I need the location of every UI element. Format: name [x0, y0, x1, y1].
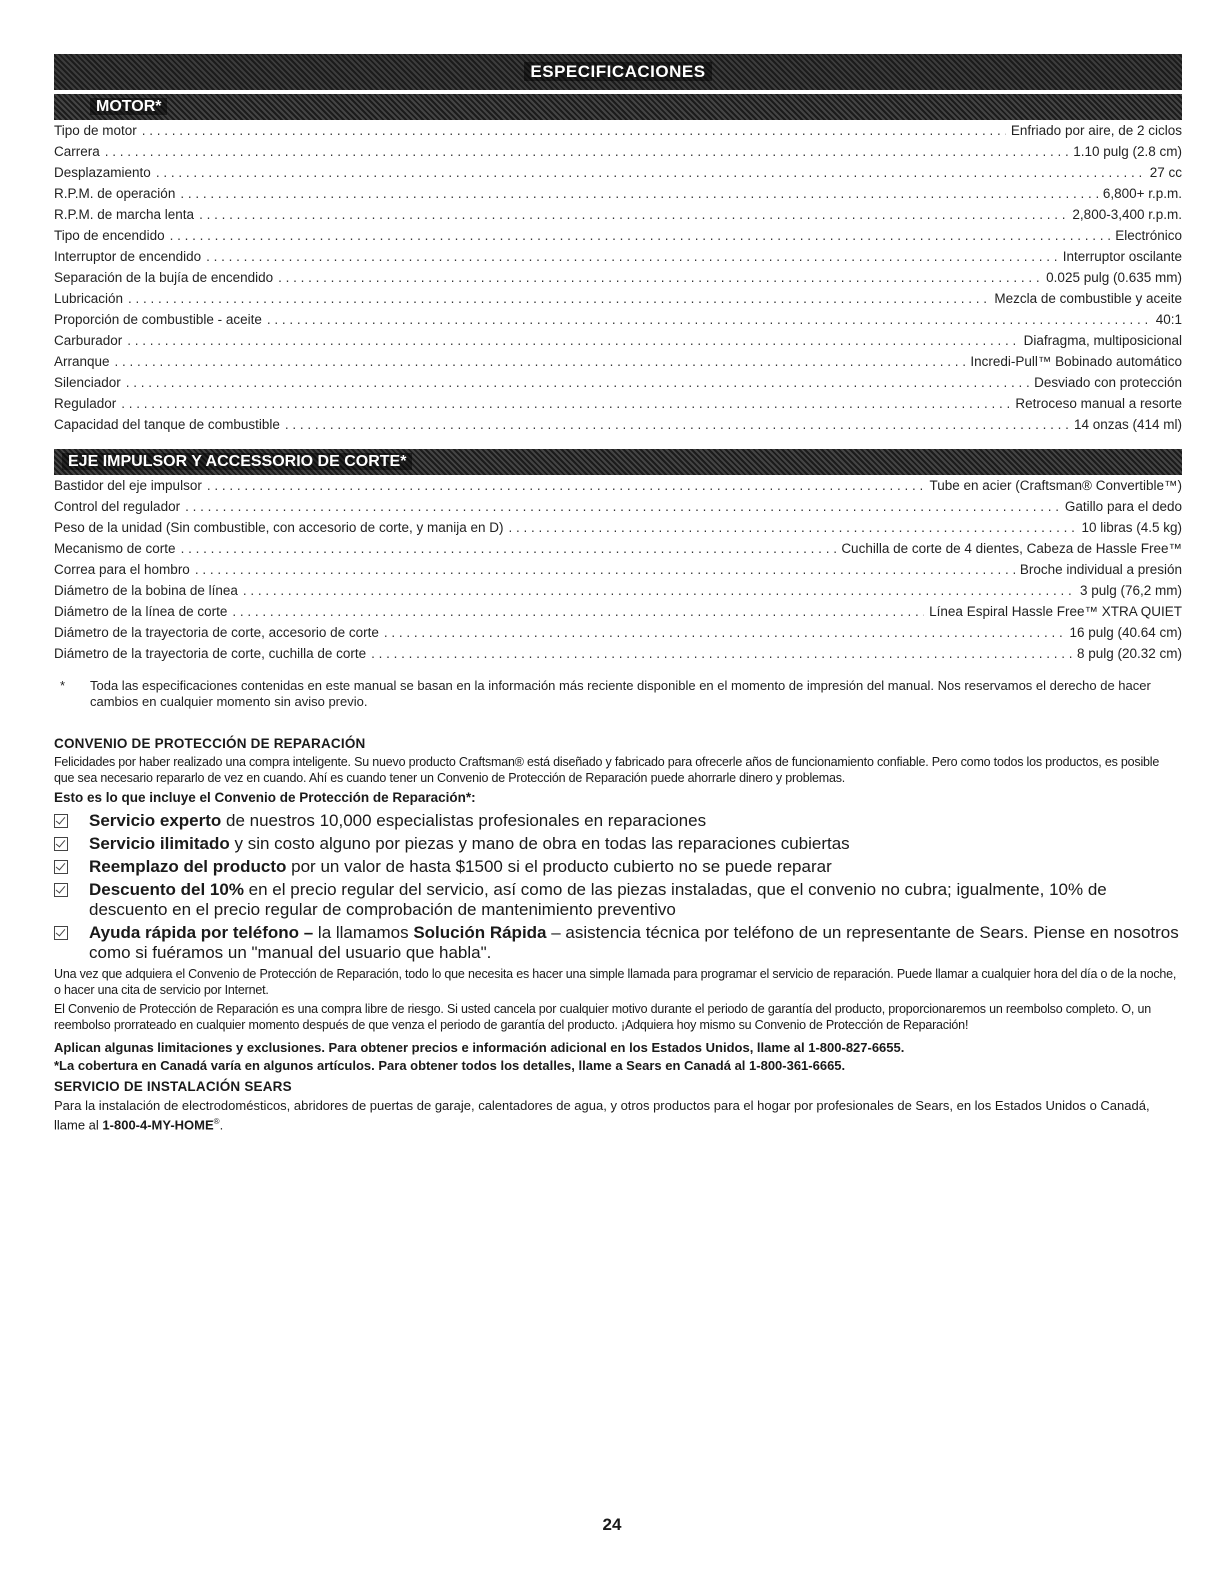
dot-leader: [185, 496, 1060, 517]
spec-row: [54, 225, 1182, 246]
spec-value: Enfriado por aire, de 2 ciclos: [1010, 123, 1182, 138]
motor-spec-list: [54, 120, 1182, 435]
footnote-text: Toda las especificaciones contenidas en este manual se basan en la información más reciente disponible en el momento de impresión del manual. Nos reservamos el derecho de hacer cambios en cualquier momento sin aviso previo.: [90, 678, 1151, 709]
spec-row: [54, 559, 1182, 580]
dot-leader: [285, 414, 1069, 435]
spec-label: Arranque: [54, 354, 110, 369]
footnote-mark: *: [60, 678, 66, 693]
drive-heading-bar: [54, 449, 1182, 475]
spec-label: R.P.M. de marcha lenta: [54, 207, 195, 222]
spec-label: Diámetro de la línea de corte: [54, 604, 228, 619]
spec-value: Retroceso manual a resorte: [1015, 396, 1182, 411]
benefit-bold: Servicio ilimitado: [89, 834, 230, 853]
dot-leader: [105, 141, 1068, 162]
page-number: 24: [602, 1515, 622, 1534]
spec-label: R.P.M. de operación: [54, 186, 176, 201]
specifications-title: ESPECIFICACIONES: [524, 62, 711, 81]
spec-value: Gatillo para el dedo: [1064, 499, 1182, 514]
benefit-bold-2: Solución Rápida: [413, 923, 547, 942]
spec-label: Diámetro de la trayectoria de corte, cuchilla de corte: [54, 646, 367, 661]
checkbox-icon: [54, 883, 68, 897]
spec-value: 8 pulg (20.32 cm): [1076, 646, 1182, 661]
checkbox-icon: [54, 860, 68, 874]
spec-label: Interruptor de encendido: [54, 249, 202, 264]
checkbox-icon: [54, 814, 68, 828]
spec-label: Mecanismo de corte: [54, 541, 176, 556]
benefit-bold: Ayuda rápida por teléfono –: [89, 923, 314, 942]
spec-row: [54, 580, 1182, 601]
spec-value: Desviado con protección: [1034, 375, 1182, 390]
dot-leader: [181, 538, 837, 559]
drive-spec-list: [54, 475, 1182, 664]
spec-row: [54, 496, 1182, 517]
spec-value: 14 onzas (414 ml): [1073, 417, 1182, 432]
manual-page: [54, 54, 1182, 1133]
dot-leader: [128, 288, 989, 309]
spec-row: [54, 538, 1182, 559]
spec-label: Control del regulador: [54, 499, 181, 514]
spec-value: Electrónico: [1115, 228, 1182, 243]
dot-leader: [126, 372, 1029, 393]
install-title: SERVICIO DE INSTALACIÓN SEARS: [54, 1079, 292, 1094]
spec-value: 6,800+ r.p.m.: [1102, 186, 1182, 201]
dot-leader: [232, 601, 924, 622]
dot-leader: [180, 183, 1097, 204]
spec-label: Proporción de combustible - aceite: [54, 312, 262, 327]
spec-value: Incredi-Pull™ Bobinado automático: [970, 354, 1182, 369]
protection-intro: Felicidades por haber realizado una compra inteligente. Su nuevo producto Craftsman® está diseñado y fabricado para ofrecerle años de funcionamiento confiable. Pero como todos los productos, es posible que sea necesario repararlo de vez en cuando. Ahí es cuando tener un Convenio de Protección de Reparación puede ahorrarle dinero y problemas.: [54, 755, 1160, 785]
spec-label: Regulador: [54, 396, 117, 411]
spec-label: Tipo de encendido: [54, 228, 165, 243]
spec-row: [54, 643, 1182, 664]
benefit-bold: Servicio experto: [89, 811, 222, 830]
spec-label: Tipo de motor: [54, 123, 137, 138]
checkbox-icon: [54, 926, 68, 940]
spec-row: [54, 309, 1182, 330]
dot-leader: [207, 475, 925, 496]
spec-label: Diámetro de la bobina de línea: [54, 583, 238, 598]
spec-row: [54, 414, 1182, 435]
benefits-list: [54, 811, 1182, 963]
spec-row: [54, 601, 1182, 622]
spec-row: [54, 204, 1182, 225]
checkbox-icon: [54, 837, 68, 851]
dot-leader: [206, 246, 1058, 267]
spec-value: 10 libras (4.5 kg): [1081, 520, 1182, 535]
install-text: [54, 1098, 1182, 1133]
install-body: Para la instalación de electrodomésticos, abridores de puertas de garaje, calentadores de agua, y otros productos para el hogar por profesionales de Sears, en los Estados Unidos o Canadá, llame al: [54, 1098, 1150, 1133]
spec-row: [54, 517, 1182, 538]
benefit-text: por un valor de hasta $1500 si el producto cubierto no se puede reparar: [286, 857, 832, 876]
spec-value: Línea Espiral Hassle Free™ XTRA QUIET: [929, 604, 1182, 619]
drive-heading: EJE IMPULSOR Y ACCESSORIO DE CORTE*: [62, 453, 412, 470]
spec-value: Tube en acier (Craftsman® Convertible™): [929, 478, 1182, 493]
spec-label: Separación de la bujía de encendido: [54, 270, 274, 285]
spec-label: Bastidor del eje impulsor: [54, 478, 202, 493]
spec-row: [54, 475, 1182, 496]
spec-row: [54, 267, 1182, 288]
protection-title: CONVENIO DE PROTECCIÓN DE REPARACIÓN: [54, 736, 366, 751]
protection-para-1: Una vez que adquiera el Convenio de Protección de Reparación, todo lo que necesita es hacer una simple llamada para programar el servicio de reparación. Puede llamar a cualquier hora del día o de la noche, o hacer una cita de servicio por Internet.: [54, 967, 1177, 997]
spec-row: [54, 246, 1182, 267]
benefit-text: de nuestros 10,000 especialistas profesionales en reparaciones: [221, 811, 707, 830]
benefit-bold: Descuento del 10%: [89, 880, 244, 899]
benefit-item: [54, 923, 1182, 963]
spec-row: [54, 141, 1182, 162]
spec-value: 40:1: [1155, 312, 1182, 327]
dot-leader: [371, 643, 1072, 664]
spec-value: Diafragma, multiposicional: [1023, 333, 1182, 348]
dot-leader: [115, 351, 966, 372]
spec-label: Diámetro de la trayectoria de corte, accesorio de corte: [54, 625, 379, 640]
protection-para-2: El Convenio de Protección de Reparación es una compra libre de riesgo. Si usted cancela por cualquier motivo durante el periodo de garantía del producto, proporcionaremos un reembolso completo. O, un reembolso prorrateado en cualquier momento después de que venza el periodo de garantía del producto. ¡Adquiera hoy mismo su Convenio de Protección de Reparación!: [54, 1002, 1151, 1032]
benefit-item: [54, 834, 1182, 854]
spec-value: 1.10 pulg (2.8 cm): [1073, 144, 1182, 159]
benefit-text: en el precio regular del servicio, así como de las piezas instaladas, que el convenio no cubra; igualmente, 10% de descuento en el precio regular de comprobación de mantenimiento preventivo: [89, 880, 1107, 919]
spec-value: Cuchilla de corte de 4 dientes, Cabeza de Hassle Free™: [841, 541, 1182, 556]
dot-leader: [243, 580, 1075, 601]
dot-leader: [121, 393, 1010, 414]
dot-leader: [156, 162, 1145, 183]
protection-lead: Esto es lo que incluye el Convenio de Protección de Reparación*:: [54, 790, 476, 805]
spec-row: [54, 622, 1182, 643]
spec-label: Desplazamiento: [54, 165, 151, 180]
benefit-item: [54, 857, 1182, 877]
dot-leader: [267, 309, 1151, 330]
spec-row: [54, 183, 1182, 204]
spec-value: Broche individual a presión: [1019, 562, 1182, 577]
install-end: .: [219, 1117, 224, 1133]
spec-label: Correa para el hombro: [54, 562, 190, 577]
spec-row: [54, 351, 1182, 372]
spec-value: 16 pulg (40.64 cm): [1069, 625, 1182, 640]
benefit-text: y sin costo alguno por piezas y mano de obra en todas las reparaciones cubiertas: [229, 834, 850, 853]
canada-notice: *La cobertura en Canadá varía en algunos artículos. Para obtener todos los detalles, llame a Sears en Canadá al 1-800-361-6665.: [54, 1058, 846, 1073]
spec-label: Capacidad del tanque de combustible: [54, 417, 280, 432]
spec-value: 3 pulg (76,2 mm): [1079, 583, 1182, 598]
limits-notice: Aplican algunas limitaciones y exclusiones. Para obtener precios e información adicional en los Estados Unidos, llame al 1-800-827-6655.: [54, 1040, 905, 1055]
spec-row: [54, 288, 1182, 309]
dot-leader: [127, 330, 1018, 351]
dot-leader: [278, 267, 1041, 288]
spec-row: [54, 372, 1182, 393]
registered-mark: ®: [213, 1117, 220, 1126]
specifications-banner: [54, 54, 1182, 90]
spec-row: [54, 120, 1182, 141]
benefit-text-2: – asistencia técnica por teléfono de un representante de Sears. Piense en nosotros como si fuéramos un "manual del usuario que habla".: [89, 923, 1179, 962]
spec-label: Carburador: [54, 333, 123, 348]
dot-leader: [195, 559, 1015, 580]
spec-value: Interruptor oscilante: [1062, 249, 1182, 264]
benefit-bold: Reemplazo del producto: [89, 857, 287, 876]
install-phone: 1-800-4-MY-HOME: [102, 1117, 214, 1133]
dot-leader: [384, 622, 1065, 643]
dot-leader: [509, 517, 1077, 538]
spec-label: Silenciador: [54, 375, 121, 390]
spec-label: Peso de la unidad (Sin combustible, con accesorio de corte, y manija en D): [54, 520, 504, 535]
dot-leader: [199, 204, 1067, 225]
dot-leader: [142, 120, 1006, 141]
motor-heading: MOTOR*: [90, 98, 167, 115]
spec-value: 2,800-3,400 r.p.m.: [1072, 207, 1182, 222]
benefit-item: [54, 811, 1182, 831]
specifications-footnote: [54, 678, 1182, 710]
spec-row: [54, 162, 1182, 183]
spec-label: Carrera: [54, 144, 100, 159]
motor-heading-bar: [54, 94, 1182, 120]
spec-row: [54, 330, 1182, 351]
dot-leader: [170, 225, 1111, 246]
spec-label: Lubricación: [54, 291, 124, 306]
spec-value: 27 cc: [1149, 165, 1182, 180]
spec-value: 0.025 pulg (0.635 mm): [1046, 270, 1182, 285]
spec-row: [54, 393, 1182, 414]
benefit-text: la llamamos: [313, 923, 414, 942]
spec-value: Mezcla de combustible y aceite: [994, 291, 1182, 306]
benefit-item: [54, 880, 1182, 920]
